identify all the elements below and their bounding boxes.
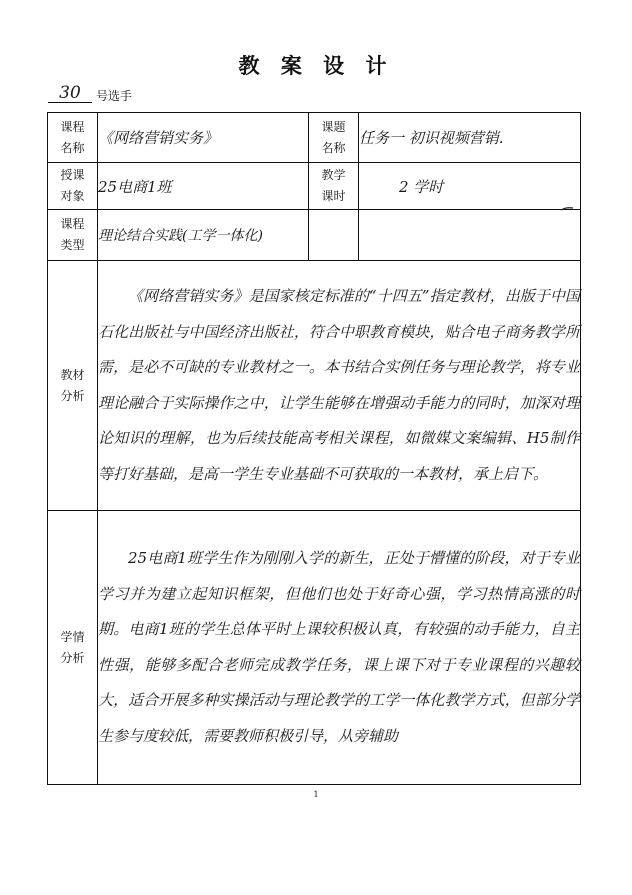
course-name-label xyxy=(48,113,98,163)
label-line: 教材 xyxy=(60,367,85,382)
label-line: 课题 xyxy=(321,119,346,134)
material-analysis-text: 《网络营销实务》是国家核定标准的“十四五”指定教材，出版于中国石化出版社与中国经济出版社，符合中职教育模块，贴合电子商务教学所需，是必不可缺的专业教材之一。本书结合实例任务与理论教学，将专业理论融合于实际操作之中，让学生能够在增强动手能力的同时，加深对理论知识的理解，也为后续技能高考相关课程，如微媒文案编辑、H5制作等打好基础，是高一学生专业基础不可获取的一本教材，承上启下。 xyxy=(98,287,580,483)
label-line: 名称 xyxy=(321,140,346,155)
label-line: 课程 xyxy=(60,119,85,134)
student-row xyxy=(48,511,581,785)
page-number: 1 xyxy=(313,790,319,799)
pen-stroke-mark xyxy=(560,205,574,213)
student-label xyxy=(48,511,98,785)
target-value: 25电商1班 xyxy=(98,163,309,210)
hours-label xyxy=(309,163,359,210)
type-label xyxy=(48,210,98,261)
lesson-plan-table xyxy=(47,112,581,785)
label-line: 学情 xyxy=(60,629,85,644)
label-line: 分析 xyxy=(60,650,85,665)
label-line: 授课 xyxy=(60,168,85,182)
label-line: 教学 xyxy=(321,168,346,182)
material-analysis-cell xyxy=(98,261,581,511)
label-line: 课时 xyxy=(321,189,346,203)
student-analysis-cell xyxy=(98,511,581,785)
topic-label xyxy=(309,113,359,163)
empty-cell xyxy=(359,210,581,261)
contestant-number: 30 xyxy=(48,84,92,103)
target-label xyxy=(48,163,98,210)
page-title: 教 案 设 计 xyxy=(238,54,394,78)
label-line: 名称 xyxy=(60,140,85,155)
type-row xyxy=(48,210,581,261)
material-label xyxy=(48,261,98,511)
type-value: 理论结合实践(工学一体化) xyxy=(98,210,309,261)
course-name-value: 《网络营销实务》 xyxy=(98,113,309,163)
contestant-number-line xyxy=(48,85,188,107)
topic-value: 任务一 初识视频营销. xyxy=(359,113,581,163)
target-row xyxy=(48,163,581,210)
contestant-suffix-label: 号选手 xyxy=(96,89,133,103)
label-line: 分析 xyxy=(60,388,85,403)
label-line: 课程 xyxy=(60,217,85,231)
empty-cell xyxy=(309,210,359,261)
course-name-row xyxy=(48,113,581,163)
label-line: 对象 xyxy=(60,189,85,203)
hours-value: 2 学时 xyxy=(359,163,581,210)
student-analysis-text: 25电商1班学生作为刚刚入学的新生，正处于懵懂的阶段，对于专业学习并为建立起知识框架，但他们也处于好奇心强，学习热情高涨的时期。电商1班的学生总体平时上课较积极认真，有较强的动手能力，自主性强，能够多配合老师完成教学任务，课上课下对于专业课程的兴趣较大，适合开展多种实操活动与理论教学的工学一体化教学方式，但部分学生参与度较低，需要教师积极引导，从旁辅助 xyxy=(98,549,580,745)
label-line: 类型 xyxy=(60,238,85,252)
material-row xyxy=(48,261,581,511)
